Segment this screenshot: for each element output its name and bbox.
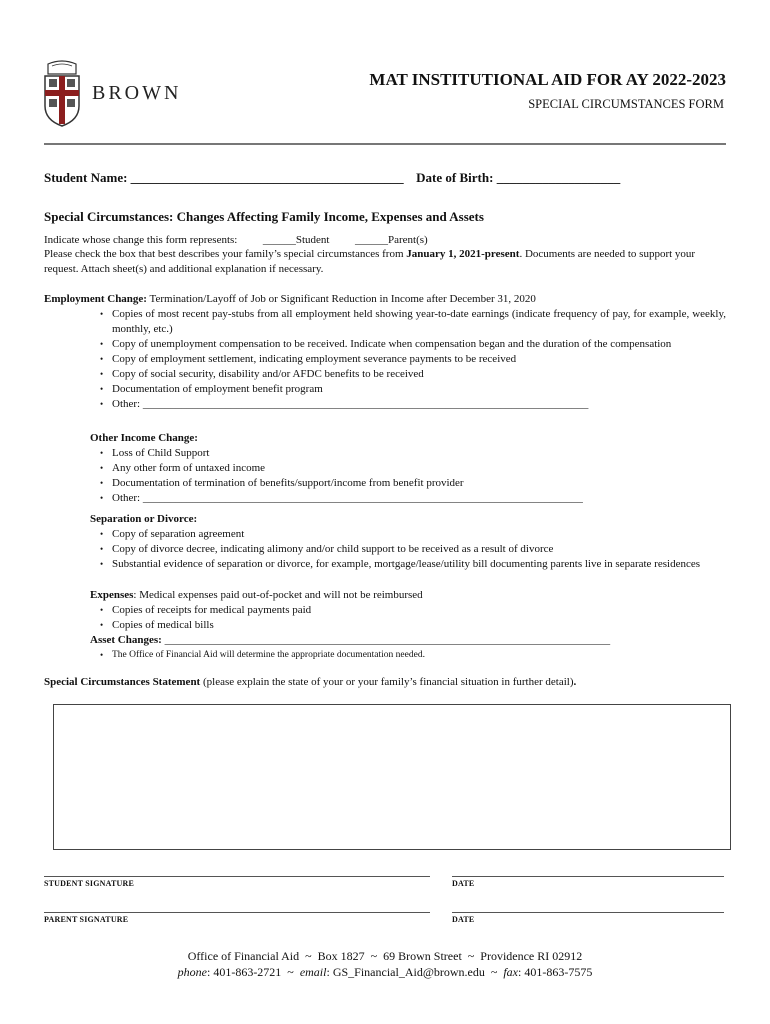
- employment-other-field[interactable]: • Other: _________________________________________________________________________________: [90, 397, 726, 412]
- footer-contact: [0, 948, 770, 980]
- parent-date-line[interactable]: [452, 912, 724, 913]
- parent-signature-label: PARENT SIGNATURE: [44, 915, 129, 924]
- statement-period: .: [573, 676, 577, 688]
- list-item: • The Office of Financial Aid will determine the appropriate documentation needed.: [90, 648, 726, 663]
- asset-changes-field[interactable]: _________________________________________________________________________________: [161, 634, 611, 646]
- student-date-label: DATE: [452, 879, 475, 888]
- separation-divorce-label: Separation or Divorce:: [90, 513, 198, 525]
- list-item: • Any other form of untaxed income: [90, 461, 726, 476]
- expenses-label: Expenses: [90, 589, 134, 601]
- parent-check-field[interactable]: ______Parent(s): [354, 234, 428, 246]
- list-item: • Loss of Child Support: [90, 446, 726, 461]
- employment-change-label: Employment Change:: [44, 293, 147, 305]
- list-item: • Documentation of employment benefit program: [90, 382, 726, 397]
- form-title: MAT INSTITUTIONAL AID FOR AY 2022-2023: [369, 70, 726, 89]
- list-item: • Copy of social security, disability and/or AFDC benefits to be received: [90, 367, 726, 382]
- student-date-line[interactable]: [452, 876, 724, 877]
- whose-change-label: Indicate whose change this form represents:: [44, 234, 238, 246]
- list-item: • Documentation of termination of benefits/support/income from benefit provider: [90, 476, 726, 491]
- list-item: • Copies of receipts for medical payments paid: [90, 603, 726, 618]
- other-income-other-field[interactable]: • Other: ________________________________________________________________________________: [90, 491, 726, 506]
- employment-docs-list: [90, 307, 726, 412]
- statement-label: [44, 676, 576, 688]
- brown-shield-icon: [42, 60, 82, 128]
- expenses-docs-list: [90, 603, 726, 633]
- footer-contact-line: [0, 964, 770, 980]
- email-address: : GS_Financial_Aid@brown.edu ~: [326, 965, 504, 979]
- parent-signature-line[interactable]: [44, 912, 430, 913]
- employment-change-text: Termination/Layoff of Job or Significant Reduction in Income after December 31, 2020: [146, 293, 536, 305]
- other-income-label: Other Income Change:: [90, 432, 198, 444]
- student-name-field[interactable]: __________________________________________: [130, 170, 404, 185]
- intro-date-range: January 1, 2021-present: [406, 248, 520, 260]
- other-income-section: [90, 431, 726, 506]
- parent-date-label: DATE: [452, 915, 475, 924]
- student-signature-line[interactable]: [44, 876, 430, 877]
- student-info-line: [44, 170, 620, 186]
- dob-label: Date of Birth:: [416, 170, 494, 185]
- phone-number: : 401-863-2721 ~: [206, 965, 300, 979]
- intro-paragraph: [44, 247, 728, 276]
- brand-wordmark: BROWN: [92, 82, 182, 104]
- separation-divorce-section: [90, 512, 726, 572]
- asset-changes-label: Asset Changes:: [90, 634, 162, 646]
- footer-address: Office of Financial Aid ~ Box 1827 ~ 69 Brown Street ~ Providence RI 02912: [187, 949, 583, 963]
- phone-label: phone: [177, 965, 207, 979]
- brown-logo: [42, 60, 182, 130]
- fax-label: fax: [503, 965, 519, 979]
- statement-title: Special Circumstances Statement: [44, 676, 201, 688]
- email-label: email: [299, 965, 327, 979]
- student-name-label: Student Name:: [44, 170, 128, 185]
- asset-docs-list: [90, 648, 726, 663]
- separation-docs-list: [90, 527, 726, 572]
- fax-number: : 401-863-7575: [518, 965, 593, 979]
- list-item: • Substantial evidence of separation or divorce, for example, mortgage/lease/utility bill documenting parents live in separate residences: [90, 557, 726, 572]
- list-item: • Copy of separation agreement: [90, 527, 726, 542]
- list-item: • Copy of divorce decree, indicating alimony and/or child support to be received as a result of divorce: [90, 542, 726, 557]
- intro-text-end: . Documents are needed to support your request. Attach sheet(s) and additional explanation if necessary.: [44, 248, 696, 275]
- dob-field[interactable]: ___________________: [496, 170, 621, 185]
- list-item: • Copy of employment settlement, indicating employment severance payments to be received: [90, 352, 726, 367]
- expenses-text: : Medical expenses paid out-of-pocket and will not be reimbursed: [133, 589, 423, 601]
- statement-instructions: (please explain the state of your or your family’s financial situation in further detail): [200, 676, 574, 688]
- form-subtitle: SPECIAL CIRCUMSTANCES FORM: [528, 97, 724, 111]
- other-income-list: [90, 446, 726, 506]
- asset-changes-section: [90, 633, 726, 663]
- list-item: • Copies of most recent pay-stubs from all employment held showing year-to-date earnings (indicate frequency of pay, for example, weekly, monthly, etc.): [90, 307, 726, 337]
- employment-change-section: [44, 292, 726, 412]
- student-check-field[interactable]: ______Student: [262, 234, 330, 246]
- header-divider: [44, 143, 726, 145]
- whose-change-line: [44, 233, 428, 248]
- statement-textarea[interactable]: [53, 704, 731, 850]
- list-item: • Copy of unemployment compensation to be received. Indicate when compensation began and the duration of the compensation: [90, 337, 726, 352]
- special-circumstances-heading: Special Circumstances: Changes Affecting Family Income, Expenses and Assets: [44, 209, 484, 224]
- list-item: • Copies of medical bills: [90, 618, 726, 633]
- expenses-section: [90, 588, 726, 633]
- intro-text-start: Please check the box that best describes your family’s special circumstances from: [44, 248, 407, 260]
- student-signature-label: STUDENT SIGNATURE: [44, 879, 135, 888]
